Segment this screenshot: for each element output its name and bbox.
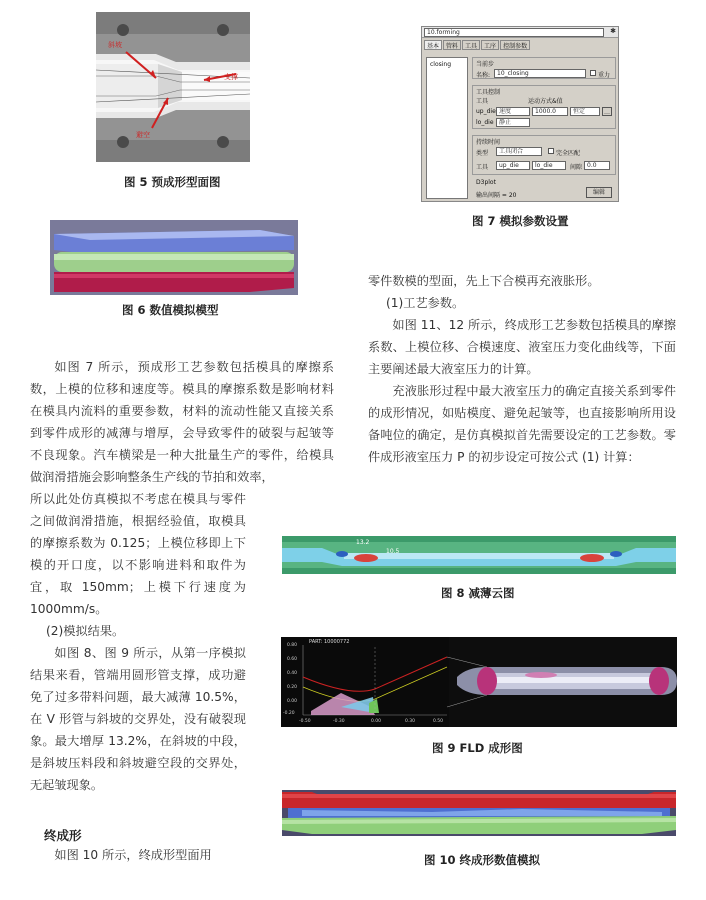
motion-column-label: 运动方式&值 (528, 98, 563, 105)
full-match-label: 完全匹配 (556, 150, 581, 157)
figure-8-image (282, 536, 676, 574)
type-label: 类型 (476, 150, 489, 157)
left-paragraph-2 (30, 642, 246, 796)
name-field[interactable]: 10_closing (494, 69, 586, 78)
section-heading: 终成形 (44, 828, 82, 843)
pin-icon[interactable]: ✱ (610, 27, 616, 35)
d3plot-label: D3plot (476, 179, 496, 186)
die-profile-render (96, 12, 250, 162)
dialog-tabs (424, 40, 530, 50)
tab-control[interactable]: 控制参数 (500, 40, 530, 50)
left-paragraph-3 (30, 844, 246, 866)
fe-model-render (50, 220, 298, 295)
figure-10-caption: 图 10 终成形数值模拟 (424, 853, 541, 867)
figure-10-image (282, 790, 676, 836)
right-paragraph-1 (368, 314, 676, 380)
left-paragraph-1 (30, 356, 334, 488)
tab-tube[interactable]: 管料 (443, 40, 461, 50)
fig5-label-support: 支撑 (224, 73, 238, 81)
process-list[interactable] (426, 57, 468, 199)
tool1-value-field[interactable]: 1000.0 (532, 107, 568, 116)
right-paragraph-1-text: 如图 11、12 所示，终成形工艺参数包括模具的摩擦系数、上模位移、合模速度、液室压力变化曲线等，下面主要阐述最大液室压力的计算。 (368, 318, 676, 376)
current-step-label: 当前步 (476, 61, 495, 68)
final-forming-render (282, 790, 676, 836)
tool-label: 工具 (476, 164, 489, 171)
tab-process[interactable]: 工序 (481, 40, 499, 50)
left-paragraph-3-text: 如图 10 所示，终成形型面用 (54, 848, 212, 862)
tab-basic[interactable]: 基本 (424, 40, 442, 50)
fig9-ytick-4: 0.00 (287, 699, 298, 704)
gravity-checkbox[interactable] (590, 70, 596, 76)
right-paragraph-0 (368, 270, 676, 292)
left-paragraph-2-text: 如图 8、图 9 所示，从第一序模拟结果来看，管端用圆形管支撑，成功避免了过多带料问题，最大减薄 10.5%，在 V 形管与斜坡的交界处，没有破裂现象。最大增厚 13.2%，在斜坡的中段，是斜坡压料段和斜坡避空段的交界处，无起皱现象。 (30, 646, 246, 792)
tool-column-label: 工具 (476, 98, 489, 105)
fig9-ytick-5: -0.20 (283, 711, 295, 716)
figure-9-image (281, 637, 677, 727)
fig9-xtick-1: -0.30 (333, 719, 345, 724)
dialog-title-field: 10.forming (424, 28, 604, 37)
figure-9-caption: 图 9 FLD 成形图 (432, 741, 523, 755)
tool1-curve-select[interactable]: 恒定 (570, 107, 600, 116)
left-subheading-2: (2)模拟结果。 (46, 624, 125, 638)
output-interval-label: 输出间隔 = 20 (476, 192, 517, 199)
tab-tools[interactable]: 工具 (462, 40, 480, 50)
type-select[interactable]: 工具闭合 (496, 147, 542, 156)
right-subheading-1: (1)工艺参数。 (386, 296, 465, 310)
tool1-mode-select[interactable]: 速度 (496, 107, 530, 116)
duration-label: 持续时间 (476, 139, 501, 146)
fig5-label-relief: 避空 (136, 131, 150, 139)
right-paragraph-0-text: 零件数模的型面，先上下合模再充液胀形。 (368, 274, 600, 288)
tool2-name: lo_die (476, 119, 494, 126)
figure-6-caption: 图 6 数值模拟模型 (122, 303, 219, 317)
right-paragraph-2 (368, 380, 676, 468)
list-item[interactable]: closing (430, 61, 452, 68)
fig9-xtick-3: 0.30 (405, 719, 416, 724)
figure-6-image (50, 220, 298, 295)
fig9-part-label: PART: 10000772 (309, 639, 350, 645)
name-label: 名称: (476, 72, 491, 79)
curve-browse-button[interactable]: … (604, 109, 610, 116)
fld-render (281, 637, 677, 727)
figure-7-caption: 图 7 模拟参数设置 (472, 214, 569, 228)
fig9-xtick-2: 0.00 (371, 719, 382, 724)
fig9-xtick-0: -0.50 (299, 719, 311, 724)
fig9-ytick-0: 0.80 (287, 643, 298, 648)
gravity-label: 重力 (598, 72, 611, 79)
left-paragraph-1-text: 如图 7 所示，预成形工艺参数包括模具的摩擦系数，上模的位移和速度等。模具的摩擦系数是影响材料在模具内流料的重要参数，材料的流动性能又直接关系到零件成形的减薄与增厚，会导致零件的破裂与起皱等不良现象。汽车横梁是一种大批量生产的零件，给模具做润滑措施会影响整条生产线的节拍和效率， (30, 360, 334, 484)
fig9-ytick-1: 0.60 (287, 657, 298, 662)
edit-button[interactable]: 编辑 (586, 187, 612, 198)
gap-field[interactable]: 0.0 (584, 161, 610, 170)
figure-8-caption: 图 8 减薄云图 (441, 586, 515, 600)
fig8-label-thickening: 13.2 (356, 539, 370, 546)
gap-label: 间隙 (570, 164, 583, 171)
fig5-label-slope: 斜坡 (108, 41, 122, 49)
thinning-contour-render (282, 536, 676, 574)
simulation-dialog (421, 26, 619, 202)
dialog-title-bar (422, 27, 618, 38)
tool1-name: up_die (476, 108, 496, 115)
tool-a-select[interactable]: up_die (496, 161, 530, 170)
right-paragraph-2-text: 充液胀形过程中最大液室压力的确定直接关系到零件的成形情况，如贴模度、避免起皱等，也直接影响所用设备吨位的确定，是仿真模拟首先需要设定的工艺参数。零件成形液室压力 P 的初步设定可按公式 (1) 计算： (368, 384, 676, 464)
tool2-mode-select[interactable]: 静止 (496, 118, 530, 127)
full-match-checkbox[interactable] (548, 148, 554, 154)
fig9-xtick-4: 0.50 (433, 719, 444, 724)
figure-5-caption: 图 5 预成形型面图 (124, 175, 221, 189)
figure-5-image (96, 12, 250, 162)
left-paragraph-1-cont-text: 所以此处仿真模拟不考虑在模具与零件之间做润滑措施，根据经验值，取模具的摩擦系数为 0.125；上模位移即上下模的开口度，以不影响进料和取件为宜，取 150mm；上模下行速度为 1000mm/s。 (30, 492, 246, 616)
tool-control-label: 工具控制 (476, 89, 501, 96)
fig8-label-thinning: 10.5 (386, 548, 400, 555)
fig9-ytick-2: 0.40 (287, 671, 298, 676)
left-paragraph-1-continued (30, 488, 246, 620)
fig9-ytick-3: 0.20 (287, 685, 298, 690)
tool-b-select[interactable]: lo_die (532, 161, 566, 170)
